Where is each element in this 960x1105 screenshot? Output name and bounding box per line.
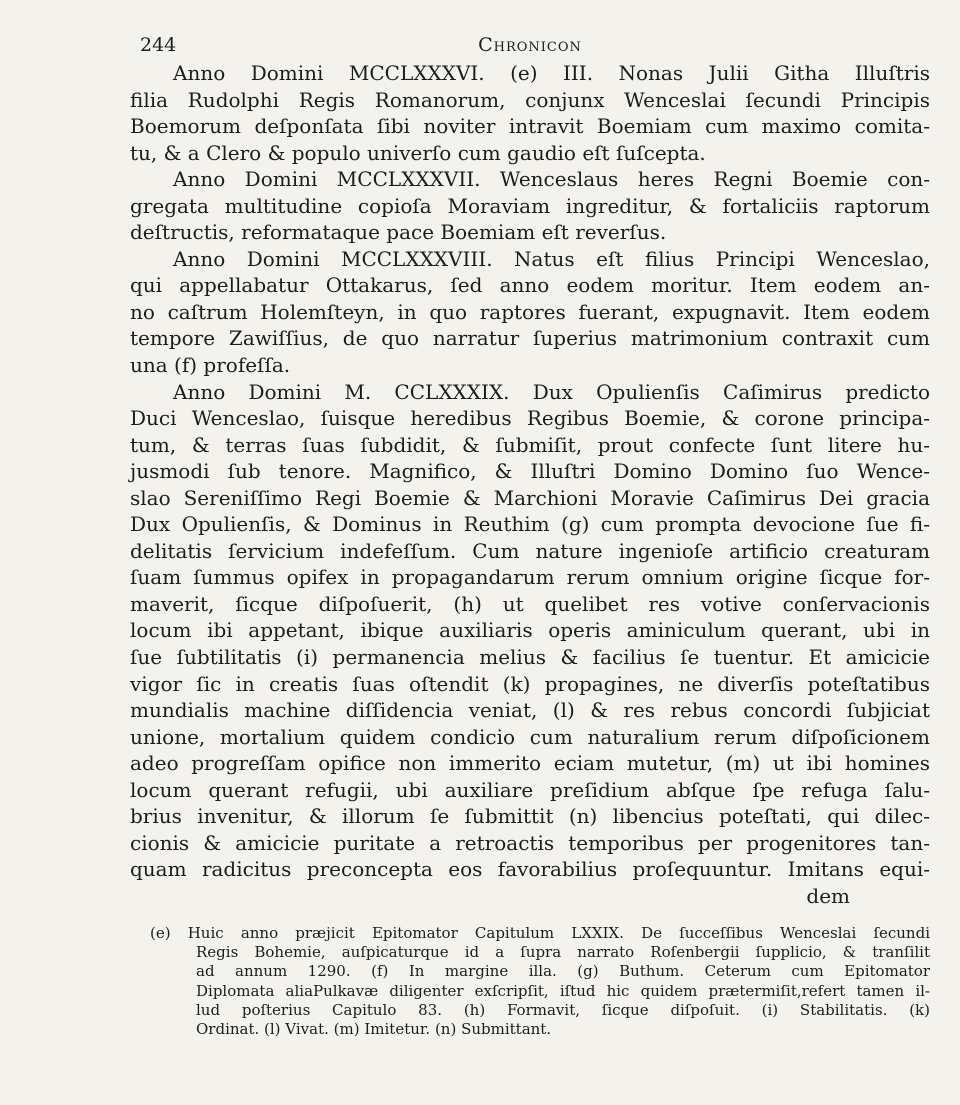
text-line: tempore Zawiſſius, de quo narratur ſuperius matrimonium contraxit cum (130, 326, 930, 351)
text-line: gregata multitudine copioſa Moraviam ingreditur, & fortaliciis raptorum (130, 193, 930, 218)
text-line: jusmodi ſub tenore. Magnifico, & Illuſtri Domino Domino ſuo Wence- (130, 459, 930, 484)
text-line: tu, & a Clero & populo univerſo cum gaudio eſt ſuſcepta. (130, 140, 706, 165)
text-line: deſtructis, reformataque pace Boemiam eſt reverſus. (130, 220, 667, 245)
text-line: tum, & terras ſuas ſubdidit, & ſubmiſit, prout confecte ſunt litere hu- (130, 432, 930, 457)
text-line: Anno Domini MCCLXXXVII. Wenceslaus heres Regni Boemie con- (173, 167, 930, 192)
text-line: brius invenitur, & illorum ſe ſubmittit (n) libencius poteſtati, qui dilec- (130, 804, 930, 829)
text-line: vigor ſic in creatis ſuas oſtendit (k) propagines, ne diverſis poteſtatibus (130, 671, 930, 696)
text-line: filia Rudolphi Regis Romanorum, conjunx Wenceslai ſecundi Principis (130, 87, 930, 112)
catchword: dem (806, 883, 850, 908)
page-number: 244 (140, 34, 177, 56)
text-line: Dux Opulienſis, & Dominus in Reuthim (g) cum prompta devocione ſue fi- (130, 512, 930, 537)
text-line: adeo progreſſam opifice non immerito eciam mutetur, (m) ut ibi homines (130, 751, 930, 776)
footnote-line: Diplomata aliaPulkavæ diligenter exſcripſit, iſtud hic quidem prætermiſit,refert tamen il- (196, 981, 930, 1000)
footnote-line: ad annum 1290. (f) In margine illa. (g) Buthum. Ceterum cum Epitomator (196, 962, 930, 981)
text-line: ſuam ſummus opifex in propagandarum rerum omnium origine ſicque for- (130, 565, 930, 590)
text-line: locum ibi appetant, ibique auxiliaris operis aminiculum querant, ubi in (130, 618, 930, 643)
text-line: mundialis machine diſſidencia veniat, (l) & res rebus concordi ſubjiciat (130, 698, 930, 723)
main-text (130, 60, 930, 910)
footnote-line: (e) Huic anno præjicit Epitomator Capitulum LXXIX. De ſucceſſibus Wenceslai ſecundi (150, 924, 930, 942)
footnotes (150, 924, 930, 1039)
footnote-line: Ordinat. (l) Vivat. (m) Imitetur. (n) Submittant. (196, 1019, 552, 1038)
text-line: Anno Domini MCCLXXXVI. (e) III. Nonas Julii Githa Illuſtris (173, 61, 930, 85)
text-line: Duci Wenceslao, ſuisque heredibus Regibus Boemie, & corone principa- (130, 406, 930, 431)
text-line: cionis & amicicie puritate a retroactis temporibus per progenitores tan- (130, 830, 930, 855)
text-line: unione, mortalium quidem condicio cum naturalium rerum diſpoſicionem (130, 724, 930, 749)
text-line: Anno Domini MCCLXXXVIII. Natus eſt filius Principi Wenceslao, (173, 246, 930, 271)
footnote-line: Regis Bohemie, auſpicaturque id a ſupra narrato Roſenbergii ſupplicio, & tranſilit (196, 943, 930, 962)
text-line: qui appellabatur Ottakarus, ſed anno eodem moritur. Item eodem an- (130, 273, 930, 298)
text-line: ſue ſubtilitatis (i) permanencia melius & facilius ſe tuentur. Et amicicie (130, 645, 930, 670)
text-line: quam radicitus preconcepta eos favorabilius proſequuntur. Imitans equi- (130, 857, 930, 882)
text-line: maverit, ſicque diſpoſuerit, (h) ut quelibet res votive conſervacionis (130, 591, 930, 616)
text-line: Boemorum deſponſata ſibi noviter intravit Boemiam cum maximo comita- (130, 114, 930, 139)
text-line: una (f) profeſſa. (130, 353, 291, 378)
text-line: no caſtrum Holemſteyn, in quo raptores fuerant, expugnavit. Item eodem (130, 299, 930, 324)
text-line: delitatis ſervicium indefeſſum. Cum nature ingenioſe artificio creaturam (130, 538, 930, 563)
running-title: Chronicon (478, 34, 582, 56)
footnote-line: lud poſterius Capitulo 83. (h) Formavit, ſicque diſpoſuit. (i) Stabilitatis. (k) (196, 1000, 930, 1019)
text-line: slao Sereniſſimo Regi Boemie & Marchioni Moravie Caſimirus Dei gracia (130, 485, 930, 510)
text-line: Anno Domini M. CCLXXXIX. Dux Opulienſis Caſimirus predicto (173, 379, 930, 404)
text-line: locum querant refugii, ubi auxiliare preſidium abſque ſpe refuga ſalu- (130, 777, 930, 802)
